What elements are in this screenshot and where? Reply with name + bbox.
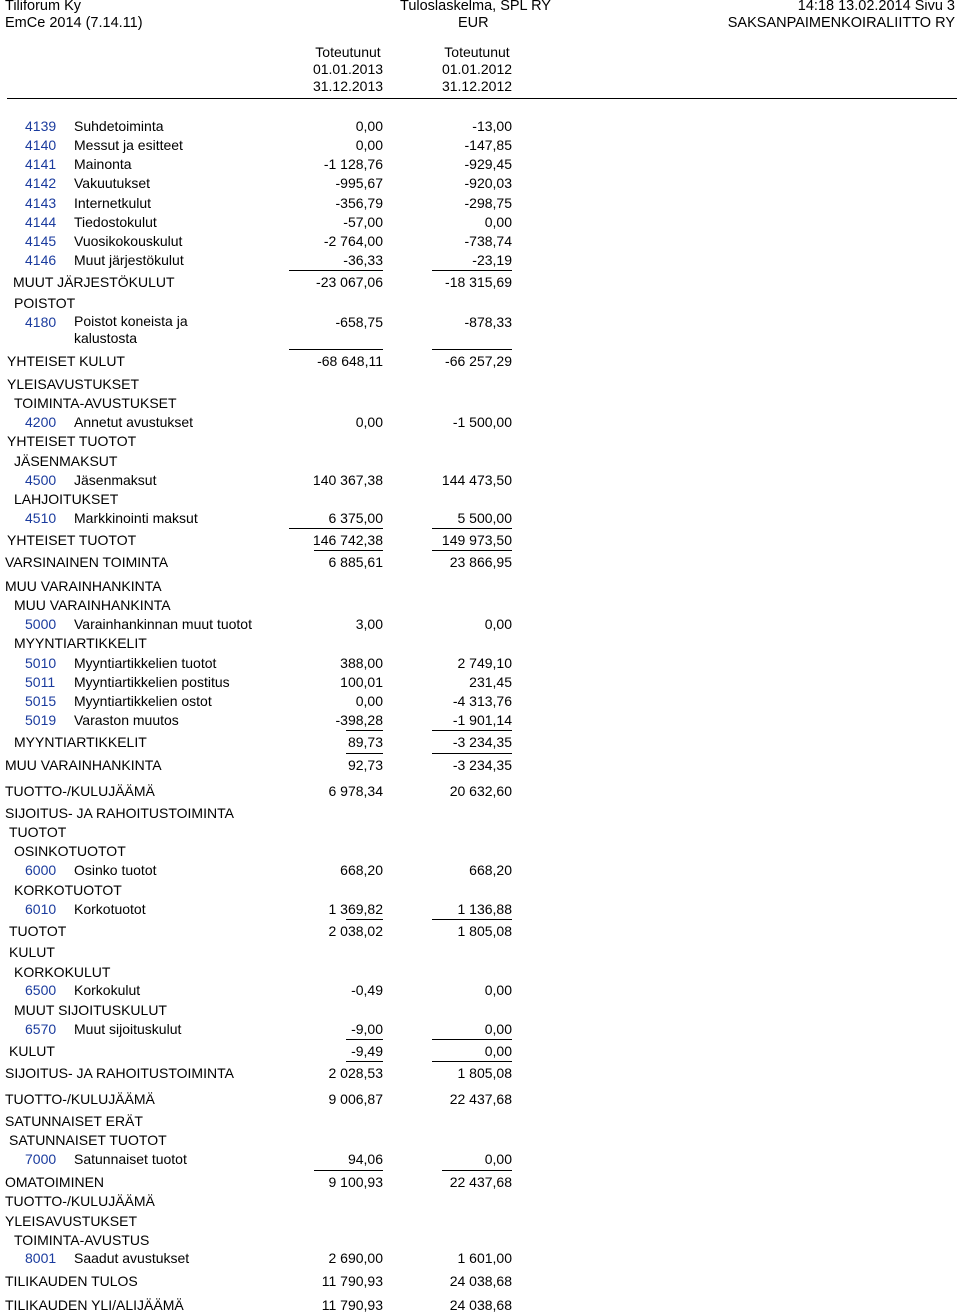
value-2013: 2 028,53 (328, 1065, 383, 1081)
group-row (0, 922, 960, 942)
account-number: 6570 (25, 1021, 57, 1037)
account-row (0, 900, 960, 920)
account-row (0, 232, 960, 252)
group-label: KULUT (9, 944, 55, 960)
value-2012: 22 437,68 (449, 1091, 512, 1107)
organization-name: SAKSANPAIMENKOIRALIITTO RY (727, 15, 955, 31)
column-title: Toteutunut (444, 44, 510, 60)
account-row (0, 509, 960, 529)
group-row (0, 1212, 960, 1232)
group-row (0, 531, 960, 551)
subtotal-rule (314, 550, 383, 551)
account-number: 4139 (25, 118, 57, 134)
software-version: EmCe 2014 (7.14.11) (5, 15, 143, 31)
value-2012: -738,74 (464, 233, 512, 249)
subtotal-rule (346, 753, 383, 754)
account-number: 6500 (25, 982, 57, 998)
value-2013: -23 067,06 (316, 274, 383, 290)
report-title: Tuloslaskelma, SPL RY (400, 0, 551, 14)
group-row (0, 1042, 960, 1062)
account-number: 6010 (25, 901, 57, 917)
group-label: YLEISAVUSTUKSET (5, 1213, 138, 1229)
account-name: Internetkulut (74, 195, 152, 211)
value-2012: 231,45 (469, 674, 512, 690)
group-row (0, 1112, 960, 1132)
account-name: Saadut avustukset (74, 1250, 190, 1266)
group-label: POISTOT (14, 295, 76, 311)
subtotal-rule (432, 753, 512, 754)
value-2012: -1 500,00 (452, 414, 512, 430)
group-label: TILIKAUDEN YLI/ALIJÄÄMÄ (5, 1297, 184, 1313)
value-2013: 89,73 (347, 734, 383, 750)
account-row (0, 155, 960, 175)
account-number: 5015 (25, 693, 57, 709)
account-row (0, 711, 960, 731)
value-2013: 9 006,87 (328, 1091, 383, 1107)
column-end-date: 31.12.2012 (441, 78, 513, 94)
account-number: 5000 (25, 616, 57, 632)
account-number: 4142 (25, 175, 57, 191)
group-label: YLEISAVUSTUKSET (7, 376, 140, 392)
column-title: Toteutunut (315, 44, 381, 60)
currency: EUR (458, 15, 489, 31)
value-2012: -920,03 (464, 175, 512, 191)
subtotal-rule (432, 349, 512, 350)
group-row (0, 490, 960, 510)
value-2012: 23 866,95 (449, 554, 512, 570)
value-2012: -878,33 (464, 314, 512, 330)
value-2013: 92,73 (347, 757, 383, 773)
account-name: Jäsenmaksut (74, 472, 157, 488)
group-label: SATUNNAISET ERÄT (5, 1113, 143, 1129)
account-row (0, 174, 960, 194)
group-row (0, 452, 960, 472)
subtotal-rule (432, 730, 512, 731)
subtotal-rule (289, 528, 383, 529)
account-name: Korkotuotot (74, 901, 146, 917)
value-2013: 146 742,38 (312, 532, 383, 548)
group-row (0, 1231, 960, 1251)
account-number: 4146 (25, 252, 57, 268)
subtotal-rule (289, 349, 383, 350)
subtotal-rule (442, 1170, 512, 1171)
account-name: Messut ja esitteet (74, 137, 183, 153)
group-row (0, 881, 960, 901)
group-row (0, 432, 960, 452)
group-label: MUU VARAINHANKINTA (5, 757, 162, 773)
company-name: Tiliforum Ky (5, 0, 81, 14)
account-number: 4510 (25, 510, 57, 526)
subtotal-rule (432, 550, 512, 551)
account-name: Myyntiartikkelien postitus (74, 674, 230, 690)
value-2013: 6 375,00 (328, 510, 383, 526)
value-2012: 1 601,00 (457, 1250, 512, 1266)
account-name: Korkokulut (74, 982, 141, 998)
group-row (0, 1173, 960, 1193)
group-row (0, 842, 960, 862)
value-2013: 0,00 (355, 137, 383, 153)
group-label: TOIMINTA-AVUSTUKSET (14, 395, 177, 411)
column-start-date: 01.01.2013 (312, 61, 384, 77)
account-name: Suhdetoiminta (74, 118, 164, 134)
account-row (0, 673, 960, 693)
account-row (0, 692, 960, 712)
group-label: TUOTOT (9, 824, 67, 840)
account-name: Osinko tuotot (74, 862, 157, 878)
value-2012: 144 473,50 (441, 472, 512, 488)
group-row (0, 352, 960, 372)
value-2012: 668,20 (469, 862, 512, 878)
value-2013: -36,33 (343, 252, 383, 268)
group-row (0, 1131, 960, 1151)
value-2012: -3 234,35 (452, 757, 512, 773)
group-label: MUUT JÄRJESTÖKULUT (13, 274, 175, 290)
account-row (0, 471, 960, 491)
value-2013: 100,01 (340, 674, 383, 690)
value-2013: 0,00 (355, 693, 383, 709)
group-label: TUOTTO-/KULUJÄÄMÄ (5, 783, 155, 799)
value-2013: 11 790,93 (321, 1273, 383, 1289)
group-label: JÄSENMAKSUT (14, 453, 118, 469)
account-row (0, 251, 960, 271)
subtotal-rule (314, 1170, 383, 1171)
value-2012: 1 805,08 (457, 923, 512, 939)
column-header-2013 (288, 44, 408, 95)
account-number: 4145 (25, 233, 57, 249)
value-2013: -398,28 (335, 712, 383, 728)
value-2013: 0,00 (355, 414, 383, 430)
account-row (0, 861, 960, 881)
value-2013: 9 100,93 (328, 1174, 383, 1190)
value-2012: 0,00 (484, 982, 512, 998)
group-label: TUOTOT (9, 923, 67, 939)
account-name: Poistot koneista ja kalustosta (74, 313, 188, 346)
subtotal-rule (346, 919, 383, 920)
value-2013: -9,49 (351, 1043, 383, 1059)
account-row (0, 136, 960, 156)
account-number: 4141 (25, 156, 57, 172)
group-row (0, 782, 960, 802)
account-name: Muut järjestökulut (74, 252, 184, 268)
account-number: 5019 (25, 712, 57, 728)
value-2013: 388,00 (340, 655, 383, 671)
value-2012: 22 437,68 (449, 1174, 512, 1190)
value-2012: 0,00 (484, 1021, 512, 1037)
group-row (0, 733, 960, 753)
header-divider (7, 98, 957, 99)
value-2013: 140 367,38 (312, 472, 383, 488)
value-2012: -298,75 (464, 195, 512, 211)
group-row (0, 596, 960, 616)
group-label: OSINKOTUOTOT (14, 843, 126, 859)
account-number: 4180 (25, 314, 57, 330)
column-header-2012 (417, 44, 537, 95)
account-number: 4143 (25, 195, 57, 211)
group-row (0, 273, 960, 293)
group-label: TILIKAUDEN TULOS (5, 1273, 138, 1289)
value-2013: 94,06 (347, 1151, 383, 1167)
group-label: YHTEISET TUOTOT (7, 532, 137, 548)
account-name: Markkinointi maksut (74, 510, 198, 526)
value-2012: -18 315,69 (445, 274, 512, 290)
value-2012: -1 901,14 (452, 712, 512, 728)
account-number: 8001 (25, 1250, 57, 1266)
group-row (0, 1001, 960, 1021)
account-row (0, 1150, 960, 1170)
value-2012: 0,00 (484, 1043, 512, 1059)
account-name: Myyntiartikkelien ostot (74, 693, 212, 709)
group-label: MUU VARAINHANKINTA (14, 597, 171, 613)
group-label: LAHJOITUKSET (14, 491, 119, 507)
group-label: TOIMINTA-AVUSTUS (14, 1232, 150, 1248)
value-2012: 20 632,60 (449, 783, 512, 799)
value-2013: -2 764,00 (323, 233, 383, 249)
group-label: VARSINAINEN TOIMINTA (5, 554, 169, 570)
account-number: 6000 (25, 862, 57, 878)
account-number: 4144 (25, 214, 57, 230)
group-row (0, 963, 960, 983)
value-2013: -995,67 (335, 175, 383, 191)
column-end-date: 31.12.2013 (312, 78, 384, 94)
timestamp-page: 14:18 13.02.2014 Sivu 3 (797, 0, 955, 14)
value-2012: 1 805,08 (457, 1065, 512, 1081)
value-2012: 24 038,68 (449, 1297, 512, 1313)
account-name: Muut sijoituskulut (74, 1021, 182, 1037)
value-2013: -68 648,11 (317, 353, 383, 369)
group-row (0, 943, 960, 963)
subtotal-rule (346, 730, 383, 731)
value-2013: 2 690,00 (328, 1250, 383, 1266)
group-label: SATUNNAISET TUOTOT (9, 1132, 167, 1148)
group-label: SIJOITUS- JA RAHOITUSTOIMINTA (5, 1065, 234, 1081)
group-row (0, 634, 960, 654)
value-2012: -23,19 (472, 252, 512, 268)
account-name: Mainonta (74, 156, 132, 172)
account-row (0, 1020, 960, 1040)
group-label: MYYNTIARTIKKELIT (14, 734, 147, 750)
group-row (0, 375, 960, 395)
account-number: 5010 (25, 655, 57, 671)
account-name: Myyntiartikkelien tuotot (74, 655, 217, 671)
account-number: 5011 (25, 674, 56, 690)
value-2012: -4 313,76 (452, 693, 512, 709)
subtotal-rule (432, 270, 512, 271)
account-number: 4500 (25, 472, 57, 488)
account-row (0, 194, 960, 214)
group-label: OMATOIMINEN (5, 1174, 105, 1190)
subtotal-rule (432, 919, 512, 920)
group-row (0, 1296, 960, 1316)
value-2013: -57,00 (343, 214, 383, 230)
subtotal-rule (432, 528, 512, 529)
value-2013: 3,00 (355, 616, 383, 632)
account-name: Annetut avustukset (74, 414, 194, 430)
value-2013: 6 978,34 (328, 783, 383, 799)
value-2013: 6 885,61 (328, 554, 383, 570)
account-name: Vuosikokouskulut (74, 233, 183, 249)
value-2013: 11 790,93 (321, 1297, 383, 1313)
account-name: Satunnaiset tuotot (74, 1151, 187, 1167)
account-name: Tiedostokulut (74, 214, 157, 230)
value-2012: 0,00 (484, 616, 512, 632)
group-row (0, 553, 960, 573)
value-2012: 2 749,10 (457, 655, 512, 671)
account-row (0, 313, 960, 346)
value-2013: -658,75 (335, 314, 383, 330)
column-start-date: 01.01.2012 (441, 61, 513, 77)
group-label: MYYNTIARTIKKELIT (14, 635, 147, 651)
account-number: 4140 (25, 137, 57, 153)
group-label: TUOTTO-/KULUJÄÄMÄ (5, 1193, 155, 1209)
group-label: KORKOTUOTOT (14, 882, 122, 898)
account-row (0, 1249, 960, 1269)
account-number: 4200 (25, 414, 57, 430)
subtotal-rule (432, 1061, 512, 1062)
value-2012: 5 500,00 (457, 510, 512, 526)
group-row (0, 1090, 960, 1110)
value-2013: 668,20 (340, 862, 383, 878)
account-number: 7000 (25, 1151, 57, 1167)
value-2013: 1 369,82 (328, 901, 383, 917)
group-label: KULUT (9, 1043, 55, 1059)
account-row (0, 654, 960, 674)
value-2012: -3 234,35 (452, 734, 512, 750)
value-2012: 24 038,68 (449, 1273, 512, 1289)
subtotal-rule (346, 1061, 383, 1062)
value-2012: 0,00 (484, 214, 512, 230)
value-2013: -9,00 (351, 1021, 383, 1037)
value-2012: 1 136,88 (457, 901, 512, 917)
subtotal-rule (432, 1039, 512, 1040)
value-2012: 0,00 (484, 1151, 512, 1167)
subtotal-rule (289, 270, 383, 271)
subtotal-rule (346, 1039, 383, 1040)
account-row (0, 213, 960, 233)
value-2013: -0,49 (351, 982, 383, 998)
group-label: KORKOKULUT (14, 964, 111, 980)
group-row (0, 294, 960, 314)
group-label: YHTEISET KULUT (7, 353, 125, 369)
value-2012: -13,00 (472, 118, 512, 134)
group-label: YHTEISET TUOTOT (7, 433, 137, 449)
value-2013: 2 038,02 (328, 923, 383, 939)
account-row (0, 413, 960, 433)
account-name: Varainhankinnan muut tuotot (74, 616, 252, 632)
group-label: SIJOITUS- JA RAHOITUSTOIMINTA (5, 805, 234, 821)
group-row (0, 823, 960, 843)
value-2013: -1 128,76 (323, 156, 383, 172)
account-row (0, 117, 960, 137)
value-2012: 149 973,50 (441, 532, 512, 548)
group-row (0, 1064, 960, 1084)
value-2012: -929,45 (464, 156, 512, 172)
value-2012: -66 257,29 (445, 353, 512, 369)
group-row (0, 1272, 960, 1292)
account-name: Varaston muutos (74, 712, 179, 728)
value-2012: -147,85 (464, 137, 512, 153)
group-row (0, 1192, 960, 1212)
group-row (0, 756, 960, 776)
account-row (0, 981, 960, 1001)
value-2013: -356,79 (335, 195, 383, 211)
group-row (0, 804, 960, 824)
group-row (0, 394, 960, 414)
account-row (0, 615, 960, 635)
group-label: MUUT SIJOITUSKULUT (14, 1002, 167, 1018)
group-row (0, 577, 960, 597)
value-2013: 0,00 (355, 118, 383, 134)
group-label: MUU VARAINHANKINTA (5, 578, 162, 594)
group-label: TUOTTO-/KULUJÄÄMÄ (5, 1091, 155, 1107)
account-name: Vakuutukset (74, 175, 151, 191)
